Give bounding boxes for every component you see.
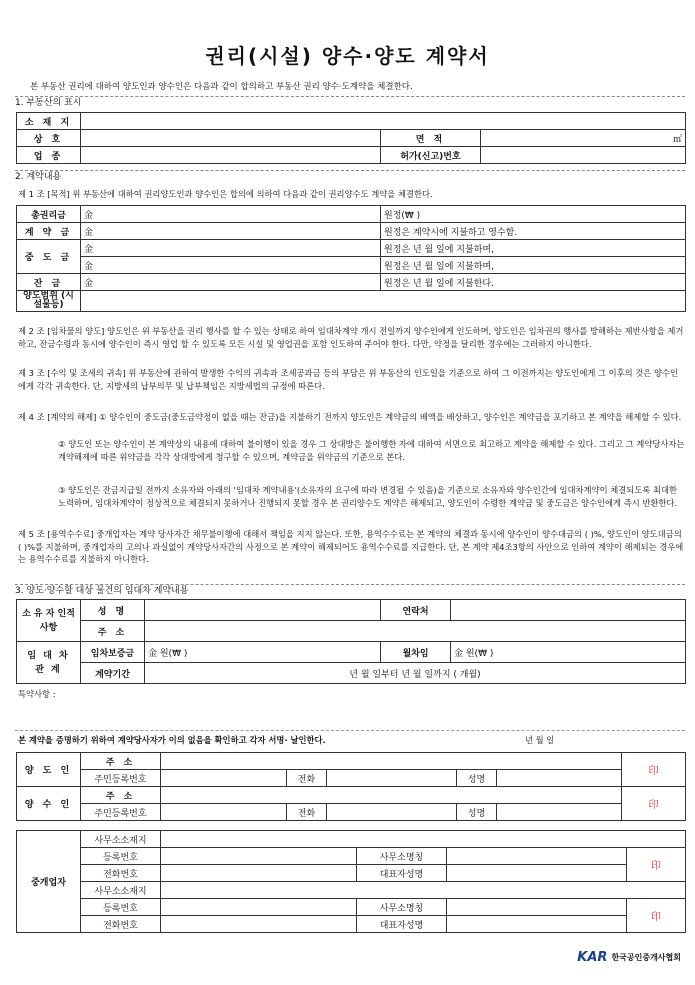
- assignee-addr-field[interactable]: [161, 787, 622, 804]
- scope-label: 양도범위 (시설물등): [17, 291, 81, 312]
- permit-field[interactable]: [481, 147, 686, 164]
- broker1-phone-label: 전화번호: [81, 865, 161, 882]
- sign-date[interactable]: 년 월 일: [525, 735, 555, 745]
- contact-label: 연락처: [381, 600, 451, 621]
- location-label: 소 재 지: [17, 113, 81, 130]
- broker2-phone-field[interactable]: [161, 916, 357, 933]
- broker2-office-label: 사무소명칭: [357, 899, 447, 916]
- assignor-addr-field[interactable]: [161, 753, 622, 770]
- assignee-phone-label: 전화: [287, 804, 327, 821]
- business-field[interactable]: [81, 147, 381, 164]
- broker1-addr-label: 사무소소재지: [81, 831, 161, 848]
- property-table: [16, 112, 686, 164]
- total-won: 원정(₩ ): [381, 206, 686, 223]
- assignor-label: 양 도 인: [17, 753, 81, 787]
- section1-heading: 1. 부동산의 표시: [15, 96, 685, 109]
- owner-address-label: 주 소: [81, 621, 145, 642]
- location-field[interactable]: [81, 113, 686, 130]
- middle-amount-1[interactable]: 金: [81, 240, 381, 257]
- middle-amount-2[interactable]: 金: [81, 257, 381, 274]
- assignee-label: 양 수 인: [17, 787, 81, 821]
- owner-address-field[interactable]: [145, 621, 686, 642]
- sign-statement: 본 계약을 증명하기 위하여 계약당사자가 이의 없음을 확인하고 각자 서명· 날인한다.: [18, 735, 326, 745]
- monthly-label: 월차임: [381, 642, 451, 663]
- assignor-name-label: 성명: [457, 770, 497, 787]
- divider: [15, 730, 685, 731]
- broker1-seal[interactable]: 印: [627, 848, 686, 882]
- deposit-amount[interactable]: 金: [81, 223, 381, 240]
- permit-label: 허가(신고)번호: [381, 147, 481, 164]
- monthly-field[interactable]: 金 원(₩ ): [451, 642, 686, 663]
- broker1-office-label: 사무소명칭: [357, 848, 447, 865]
- broker1-phone-field[interactable]: [161, 865, 357, 882]
- area-unit[interactable]: ㎡: [481, 130, 686, 147]
- broker1-reg-field[interactable]: [161, 848, 357, 865]
- period-label: 계약기간: [81, 663, 145, 684]
- assignor-name-field[interactable]: [497, 770, 622, 787]
- broker2-rep-field[interactable]: [447, 916, 627, 933]
- broker2-seal[interactable]: 印: [627, 899, 686, 933]
- balance-won: 원정은 년 월 일에 지불한다.: [381, 274, 686, 291]
- broker1-rep-field[interactable]: [447, 865, 627, 882]
- business-label: 업 종: [17, 147, 81, 164]
- section2-heading: 2. 계약내용: [15, 170, 685, 183]
- middle-label: 중 도 금: [17, 240, 81, 274]
- article-4c: ③ 양도인은 잔금지급일 전까지 소유자와 아래의 '임대차 계약내용'(소유자의 요구에 따라 변경될 수 있음)을 기준으로 소유자와 양수인간에 임대차계약이 체결되도록 최대한 노력하며, 임대차계약이 정상적으로 체결되지 못하거나 진행되지 못할 경우 본 권리양수도 계약은 해제되고, 양도인이 수령한 계약금 및 중도금은 양수인에게 즉시 반환한다.: [58, 485, 678, 508]
- lease-deposit-field[interactable]: 金 원(₩ ): [145, 642, 381, 663]
- lease-deposit-label: 임차보증금: [81, 642, 145, 663]
- assignor-phone-label: 전화: [287, 770, 327, 787]
- article-2: 제 2 조 [임차물의 양도] 양도인은 위 부동산을 권리 행사를 할 수 있는 상태로 하여 임대차계약 개시 전일까지 양수인에게 인도하며, 양도인은 임차권의 행사를 방해하는 제반사항을 제거하고, 잔금수령과 동시에 양수인이 즉시 영업 할 수 있도록 모든 시설 및 영업권을 포함 인도하여 주어야 한다. 다만, 약정을 달리한 경우에는 그러하지 아니한다.: [18, 326, 684, 349]
- assignee-phone-field[interactable]: [327, 804, 457, 821]
- total-label: 총권리금: [17, 206, 81, 223]
- assignee-addr-label: 주 소: [81, 787, 161, 804]
- total-amount[interactable]: 金: [81, 206, 381, 223]
- deposit-label: 계 약 금: [17, 223, 81, 240]
- contact-field[interactable]: [451, 600, 686, 621]
- trade-name-field[interactable]: [81, 130, 381, 147]
- middle-won-1: 원정은 년 월 일에 지불하며,: [381, 240, 686, 257]
- balance-amount[interactable]: 金: [81, 274, 381, 291]
- broker1-reg-label: 등록번호: [81, 848, 161, 865]
- deposit-won: 원정은 계약시에 지불하고 영수함.: [381, 223, 686, 240]
- kar-logo-icon: KAR: [577, 950, 608, 965]
- assignee-name-label: 성명: [457, 804, 497, 821]
- assignor-seal[interactable]: 印: [622, 753, 686, 787]
- trade-name-label: 상 호: [17, 130, 81, 147]
- special-terms[interactable]: 특약사항 :: [18, 689, 56, 699]
- broker2-addr-field[interactable]: [161, 882, 686, 899]
- assignee-id-field[interactable]: [161, 804, 287, 821]
- assignee-seal[interactable]: 印: [622, 787, 686, 821]
- broker1-office-field[interactable]: [447, 848, 627, 865]
- broker-table: [16, 830, 686, 933]
- article-5: 제 5 조 [용역수수료] 중개업자는 계약 당사자간 채무불이행에 대해서 책임을 지지 않는다. 또한, 용역수수료는 본 계약의 체결과 동시에 양수인이 양수대금의 ( )%, 양도인이 양도대금의 ( )%를 지불하며, 중개업자의 고의나 과실없이 계약당사자간의 사정으로 본 계약이 해제되어도 용역수수료를 지급한다. 단, 본 계약 제4조3항의 사안으로 인하여 계약이 해제되는 경우에는 용역수수료를 지불하지 아니한다.: [18, 529, 684, 564]
- broker2-reg-field[interactable]: [161, 899, 357, 916]
- area-label: 면 적: [381, 130, 481, 147]
- footer: [577, 950, 681, 965]
- article-4b: ② 양도인 또는 양수인이 본 계약상의 내용에 대하여 불이행이 있을 경우 그 상대방은 불이행한 자에 대하여 서면으로 최고하고 계약을 해제할 수 있다. 그리고 그 계약당사자는 계약해제에 따른 위약금을 각각 상대방에게 청구할 수 있으며, 계약금을 위약금의 기준으로 본다.: [58, 439, 685, 462]
- article-3: 제 3 조 [수익 및 조세의 귀속] 위 부동산에 관하여 발생한 수익의 귀속과 조세공과금 등의 부담은 위 부동산의 인도일을 기준으로 하여 그 이전까지는 양도인에게 그 이후의 것은 양수인에게 각각 귀속한다. 단, 지방세의 납부의무 및 납부책임은 지방세법의 규정에 따른다.: [18, 368, 679, 391]
- payment-table: [16, 205, 686, 312]
- broker1-rep-label: 대표자성명: [357, 865, 447, 882]
- assignee-name-field[interactable]: [497, 804, 622, 821]
- broker1-addr-field[interactable]: [161, 831, 686, 848]
- article-4a: 제 4 조 [계약의 해제] ① 양수인이 중도금(중도금약정이 없을 때는 잔금)을 지불하기 전까지 양도인은 계약금의 배액을 배상하고, 양수인은 계약금을 포기하고 본 계약을 해제할 수 있다.: [18, 412, 682, 422]
- section3-heading: 3. 양도·양수할 대상 물건의 임대차 계약내용: [15, 584, 685, 597]
- broker2-phone-label: 전화번호: [81, 916, 161, 933]
- assignor-phone-field[interactable]: [327, 770, 457, 787]
- assignor-id-label: 주민등록번호: [81, 770, 161, 787]
- middle-won-2: 원정은 년 월 일에 지불하며,: [381, 257, 686, 274]
- broker2-addr-label: 사무소소재지: [81, 882, 161, 899]
- parties-table: [16, 752, 686, 821]
- broker2-rep-label: 대표자성명: [357, 916, 447, 933]
- scope-field[interactable]: [81, 291, 686, 312]
- lease-label: 임 대 차 관 계: [17, 642, 81, 684]
- broker2-office-field[interactable]: [447, 899, 627, 916]
- article-1: 제 1 조 [목적] 위 부동산에 대하여 권리양도인과 양수인은 합의에 의하여 다음과 같이 권리양수도 계약을 체결한다.: [18, 189, 433, 199]
- owner-name-field[interactable]: [145, 600, 381, 621]
- org-name: 한국공인중개사협회: [611, 953, 681, 962]
- balance-label: 잔 금: [17, 274, 81, 291]
- broker2-reg-label: 등록번호: [81, 899, 161, 916]
- intro-text: 본 부동산 권리에 대하여 양도인과 양수인은 다음과 같이 합의하고 부동산 권리 양수·도계약을 체결한다.: [30, 82, 413, 92]
- lease-table: [16, 599, 686, 684]
- assignee-id-label: 주민등록번호: [81, 804, 161, 821]
- owner-label: 소 유 자 인적사항: [17, 600, 81, 642]
- period-field[interactable]: 년 월 일부터 년 월 일까지 ( 개월): [145, 663, 686, 684]
- broker-label: 중개업자: [17, 831, 81, 933]
- document-title: 권리(시설) 양수·양도 계약서: [205, 44, 490, 68]
- owner-name-label: 성 명: [81, 600, 145, 621]
- assignor-addr-label: 주 소: [81, 753, 161, 770]
- assignor-id-field[interactable]: [161, 770, 287, 787]
